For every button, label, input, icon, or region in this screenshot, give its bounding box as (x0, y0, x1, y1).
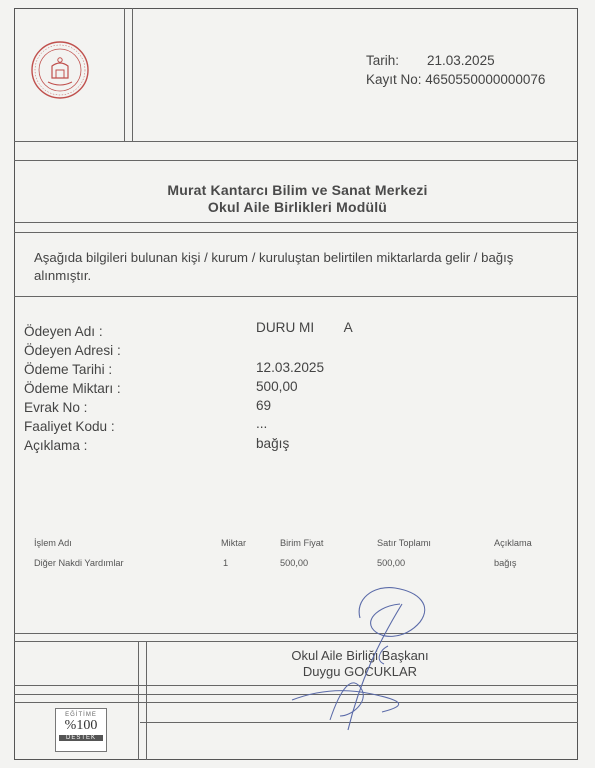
payer-address-label: Ödeyen Adresi : (24, 343, 121, 358)
signature-title: Okul Aile Birliği Başkanı (291, 648, 429, 663)
table-header-description: Açıklama (494, 538, 532, 548)
table-cell-line-total: 500,00 (377, 558, 406, 568)
payment-amount-value: 500,00 (256, 379, 298, 394)
table-cell-quantity: 1 (223, 558, 229, 568)
payer-name-value: DURU MI A (256, 320, 353, 335)
table-header-quantity: Miktar (221, 538, 247, 548)
logo-middle-text: %100 (64, 718, 98, 733)
description-label: Açıklama : (24, 438, 88, 453)
payer-name-label: Ödeyen Adı : (24, 324, 103, 339)
table-header-unit-price: Birim Fiyat (280, 538, 324, 548)
education-support-logo (55, 708, 107, 752)
logo-bottom-text: DESTEK (59, 735, 103, 741)
signature-name: Duygu GOCUKLAR (302, 664, 418, 679)
logo-top-text: EĞİTİME (65, 712, 97, 718)
record-label: Kayıt No: (366, 72, 422, 87)
payment-date-value: 12.03.2025 (256, 360, 325, 375)
module-title: Okul Aile Birlikleri Modülü (207, 199, 388, 215)
institution-title: Murat Kantarcı Bilim ve Sanat Merkezi (167, 182, 428, 198)
activity-code-value: ... (256, 416, 268, 431)
document-no-label: Evrak No : (24, 400, 88, 415)
record-value: 4650550000000076 (425, 72, 546, 87)
table-header-operation: İşlem Adı (34, 538, 72, 548)
description-value: bağış (256, 436, 290, 451)
date-label: Tarih: (366, 53, 400, 68)
table-header-line-total: Satır Toplamı (377, 538, 431, 548)
payment-amount-label: Ödeme Miktarı : (24, 381, 121, 396)
table-cell-operation: Diğer Nakdi Yardımlar (34, 558, 124, 568)
table-cell-description: bağış (494, 558, 517, 568)
date-value: 21.03.2025 (427, 53, 495, 68)
table-cell-unit-price: 500,00 (280, 558, 309, 568)
intro-paragraph: Aşağıda bilgileri bulunan kişi / kurum / kuruluştan belirtilen miktarlarda gelir / bağış alınmıştır. (34, 250, 514, 283)
document-no-value: 69 (256, 398, 272, 413)
payment-date-label: Ödeme Tarihi : (24, 362, 113, 377)
activity-code-label: Faaliyet Kodu : (24, 419, 115, 434)
